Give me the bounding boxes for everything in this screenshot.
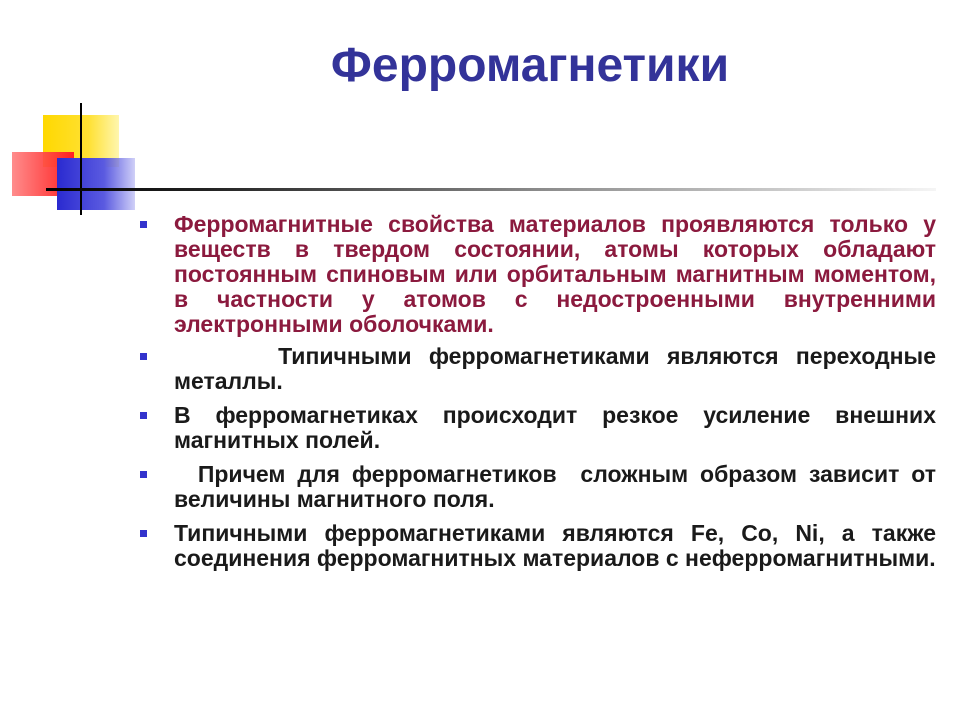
bullet-item [136, 403, 936, 453]
decorative-vertical-line [80, 103, 82, 215]
decorative-blue-square [57, 158, 135, 210]
bullet-text: Типичными ферромагнетиками являются переходные металлы. [174, 343, 943, 394]
bullet-item [136, 521, 936, 571]
square-bullet-icon [140, 412, 147, 419]
bullet-text: Ферромагнитные свойства материалов проявляются только у веществ в твердом состоянии, атомы которых обладают постоянным спиновым или орбитальным магнитным моментом, в частности у атомов с недостроенными внутренними электронными оболочками. [174, 211, 936, 337]
square-bullet-icon [140, 530, 147, 537]
bullet-text: Причем для ферромагнетиков сложным образом зависит от величины магнитного поля. [174, 461, 943, 512]
square-bullet-icon [140, 471, 147, 478]
bullet-item [136, 212, 936, 337]
bullet-text: В ферромагнетиках происходит резкое усиление внешних магнитных полей. [174, 402, 936, 453]
bullet-item [136, 461, 943, 512]
square-bullet-icon [140, 221, 147, 228]
square-bullet-icon [140, 353, 147, 360]
title-divider-line [46, 188, 936, 191]
bullet-list [136, 211, 943, 580]
bullet-text: Типичными ферромагнетиками являются Fe, Co, Ni, а также соединения ферромагнитных материалов с неферромагнитными. [174, 520, 936, 571]
slide-title: Ферромагнетики [330, 39, 730, 92]
bullet-item [136, 343, 943, 394]
